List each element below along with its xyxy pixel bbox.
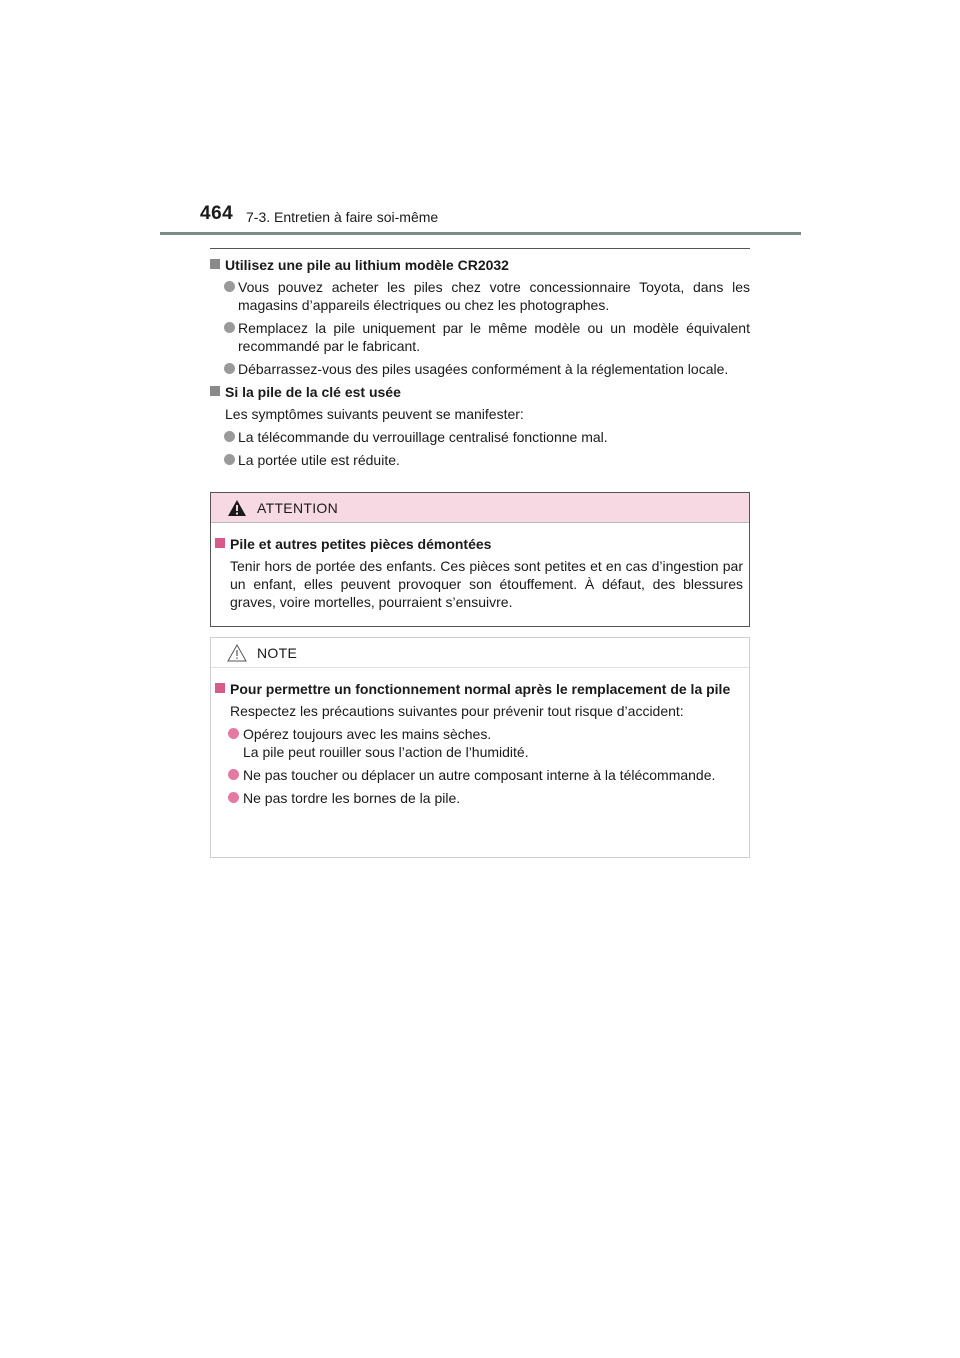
section-title-text: Utilisez une pile au lithium modèle CR2032 <box>225 257 509 273</box>
note-title <box>215 680 743 698</box>
square-bullet-icon <box>210 259 220 269</box>
note-header <box>211 638 749 668</box>
note-box <box>210 637 750 858</box>
list-item <box>210 319 750 355</box>
list-item <box>210 451 750 469</box>
round-bullet-icon <box>228 792 239 803</box>
attention-text: Tenir hors de portée des enfants. Ces pièces sont petites et en cas d’ingestion par un enfant, elles peuvent provoquer son étouffement. À défaut, des blessures graves, voire mortelles, pourraient s’ensuivre. <box>230 558 743 610</box>
section-intro: Les symptômes suivants peuvent se manifester: <box>225 406 524 422</box>
attention-title <box>215 535 743 553</box>
note-body <box>211 668 749 807</box>
main-content <box>210 256 750 474</box>
chapter-title: 7-3. Entretien à faire soi-même <box>246 209 439 225</box>
square-bullet-icon <box>215 538 225 548</box>
list-item-text: Ne pas toucher ou déplacer un autre composant interne à la télécommande. <box>243 767 716 783</box>
list-item-text: La télécommande du verrouillage centralisé fonctionne mal. <box>238 429 608 445</box>
round-bullet-icon <box>224 363 235 374</box>
round-bullet-icon <box>224 431 235 442</box>
list-item <box>215 766 743 784</box>
note-label: NOTE <box>257 644 298 661</box>
section-title-key-battery-low <box>210 383 750 401</box>
list-item <box>215 789 743 807</box>
attention-box <box>210 492 750 627</box>
content-top-rule <box>210 248 750 249</box>
list-item <box>215 725 743 761</box>
attention-title-text: Pile et autres petites pièces démontées <box>230 536 492 552</box>
list-item <box>210 428 750 446</box>
round-bullet-icon <box>224 281 235 292</box>
list-item-text: Vous pouvez acheter les piles chez votre concessionnaire Toyota, dans les magasins d’appareils électriques ou chez les photographes. <box>238 279 750 313</box>
round-bullet-icon <box>228 728 239 739</box>
list-item <box>210 360 750 378</box>
square-bullet-icon <box>215 683 225 693</box>
round-bullet-icon <box>224 454 235 465</box>
square-bullet-icon <box>210 386 220 396</box>
page-number: 464 <box>200 203 234 224</box>
header-rule <box>160 232 801 235</box>
list-item <box>210 278 750 314</box>
note-title-text: Pour permettre un fonctionnement normal après le remplacement de la pile <box>230 681 731 697</box>
list-item-text: Débarrassez-vous des piles usagées conformément à la réglementation locale. <box>238 361 729 377</box>
caution-triangle-outline-icon <box>227 644 247 662</box>
warning-triangle-icon <box>227 499 247 517</box>
note-intro: Respectez les précautions suivantes pour prévenir tout risque d’accident: <box>230 703 684 719</box>
list-item-text: Ne pas tordre les bornes de la pile. <box>243 790 461 806</box>
round-bullet-icon <box>228 769 239 780</box>
list-item-text: Remplacez la pile uniquement par le même modèle ou un modèle équivalent recommandé par le fabricant. <box>238 320 750 354</box>
round-bullet-icon <box>224 322 235 333</box>
attention-label: ATTENTION <box>257 499 338 516</box>
section-title-text: Si la pile de la clé est usée <box>225 384 401 400</box>
attention-header <box>211 493 749 523</box>
section-title-battery-model <box>210 256 750 274</box>
list-item-subtext: La pile peut rouiller sous l’action de l’humidité. <box>243 744 529 760</box>
list-item-text: La portée utile est réduite. <box>238 452 400 468</box>
attention-body <box>211 523 749 611</box>
list-item-text: Opérez toujours avec les mains sèches. <box>243 726 492 742</box>
